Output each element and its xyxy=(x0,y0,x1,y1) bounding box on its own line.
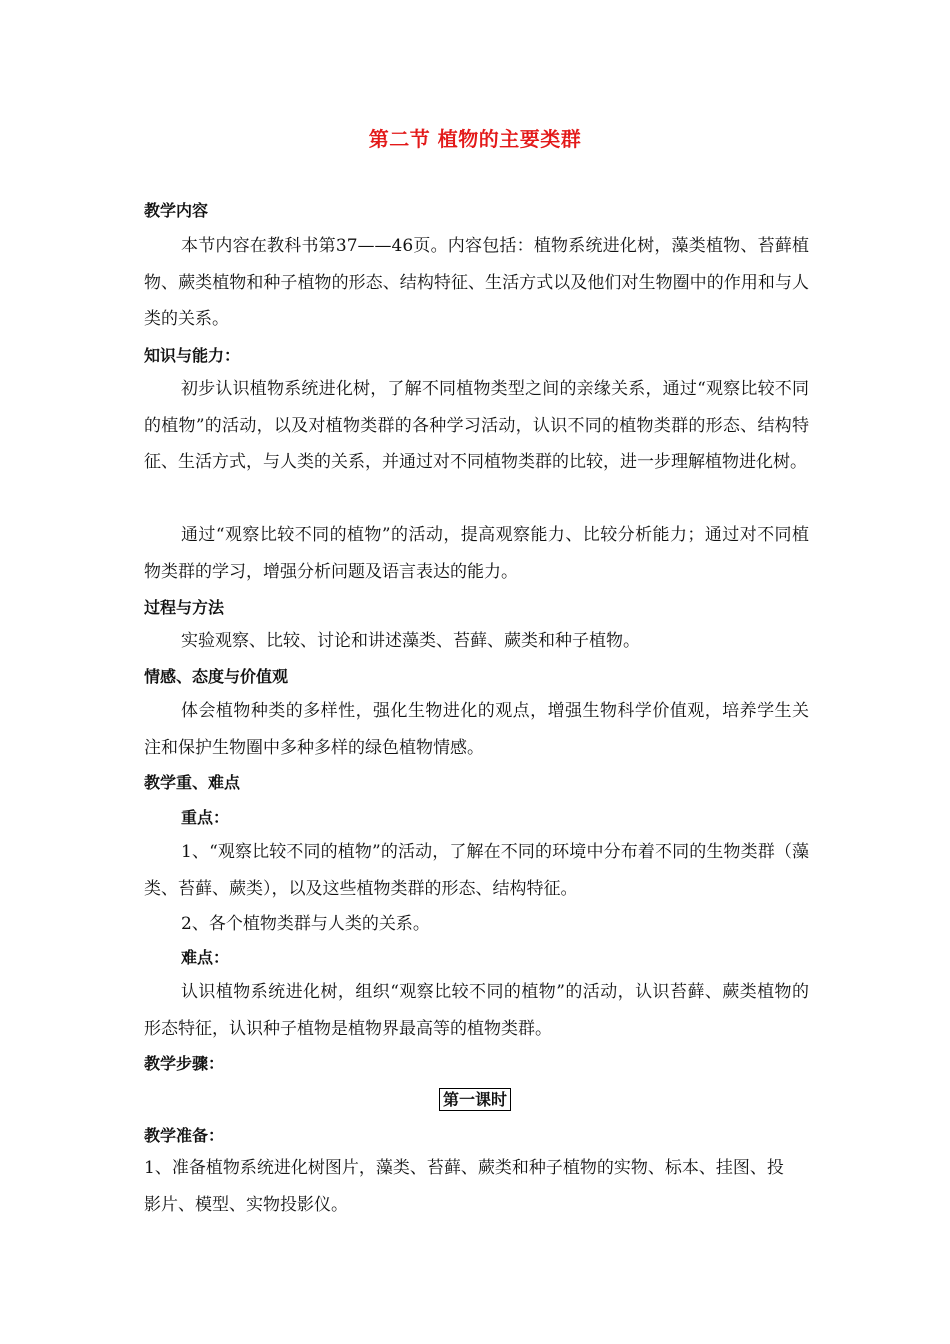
prep-item-1 xyxy=(144,1150,814,1224)
first-lesson-box: 第一课时 xyxy=(439,1088,511,1111)
document-title: 第二节 植物的主要类群 xyxy=(368,127,582,151)
emotion-values-heading: 情感、态度与价值观 xyxy=(144,667,289,686)
prep-item-1-line-2-text: 影片、模型、实物投影仪。 xyxy=(144,1195,348,1215)
teaching-steps-heading: 教学步骤： xyxy=(144,1054,225,1073)
key-difficult-heading: 教学重、难点 xyxy=(144,773,241,792)
lesson-box-wrapper xyxy=(0,1088,950,1111)
emotion-values-paragraph: 体会植物种类的多样性，强化生物进化的观点，增强生物科学价值观，培养学生关注和保护生物圈中多种多样的绿色植物情感。 xyxy=(144,701,809,758)
prep-item-1-line-1: 1、准备植物系统进化树图片，藻类、苔藓、蕨类和种子植物的实物、标本、挂图、投 xyxy=(144,1158,784,1178)
teaching-content-heading: 教学内容 xyxy=(144,201,209,220)
key-point-item-2: 2、各个植物类群与人类的关系。 xyxy=(181,914,430,934)
knowledge-paragraph-2: 通过“观察比较不同的植物”的活动，提高观察能力、比较分析能力；通过对不同植物类群的学习，增强分析问题及语言表达的能力。 xyxy=(144,525,809,582)
knowledge-paragraph-1: 初步认识植物系统进化树，了解不同植物类型之间的亲缘关系，通过“观察比较不同的植物”的活动，以及对植物类群的各种学习活动，认识不同的植物类群的形态、结构特征、生活方式，与人类的关系，并通过对不同植物类群的比较，进一步理解植物进化树。 xyxy=(144,379,809,472)
difficult-points-subheading: 难点： xyxy=(181,948,230,967)
process-method-heading: 过程与方法 xyxy=(144,598,225,617)
prep-item-1-line-2 xyxy=(144,1187,814,1224)
key-point-item-1: 1、“观察比较不同的植物”的活动，了解在不同的环境中分布着不同的生物类群（藻类、苔藓、蕨类），以及这些植物类群的形态、结构特征。 xyxy=(144,842,809,899)
difficult-points-paragraph: 认识植物系统进化树，组织“观察比较不同的植物”的活动，认识苔藓、蕨类植物的形态特征，认识种子植物是植物界最高等的植物类群。 xyxy=(144,982,809,1039)
key-points-subheading: 重点： xyxy=(181,808,230,827)
teaching-prep-heading: 教学准备： xyxy=(144,1126,225,1145)
process-method-paragraph: 实验观察、比较、讨论和讲述藻类、苔藓、蕨类和种子植物。 xyxy=(181,631,640,651)
teaching-content-paragraph: 本节内容在教科书第37——46页。内容包括：植物系统进化树，藻类植物、苔藓植物、蕨类植物和种子植物的形态、结构特征、生活方式以及他们对生物圈中的作用和与人类的关系。 xyxy=(144,236,809,329)
knowledge-ability-heading: 知识与能力： xyxy=(144,346,241,365)
